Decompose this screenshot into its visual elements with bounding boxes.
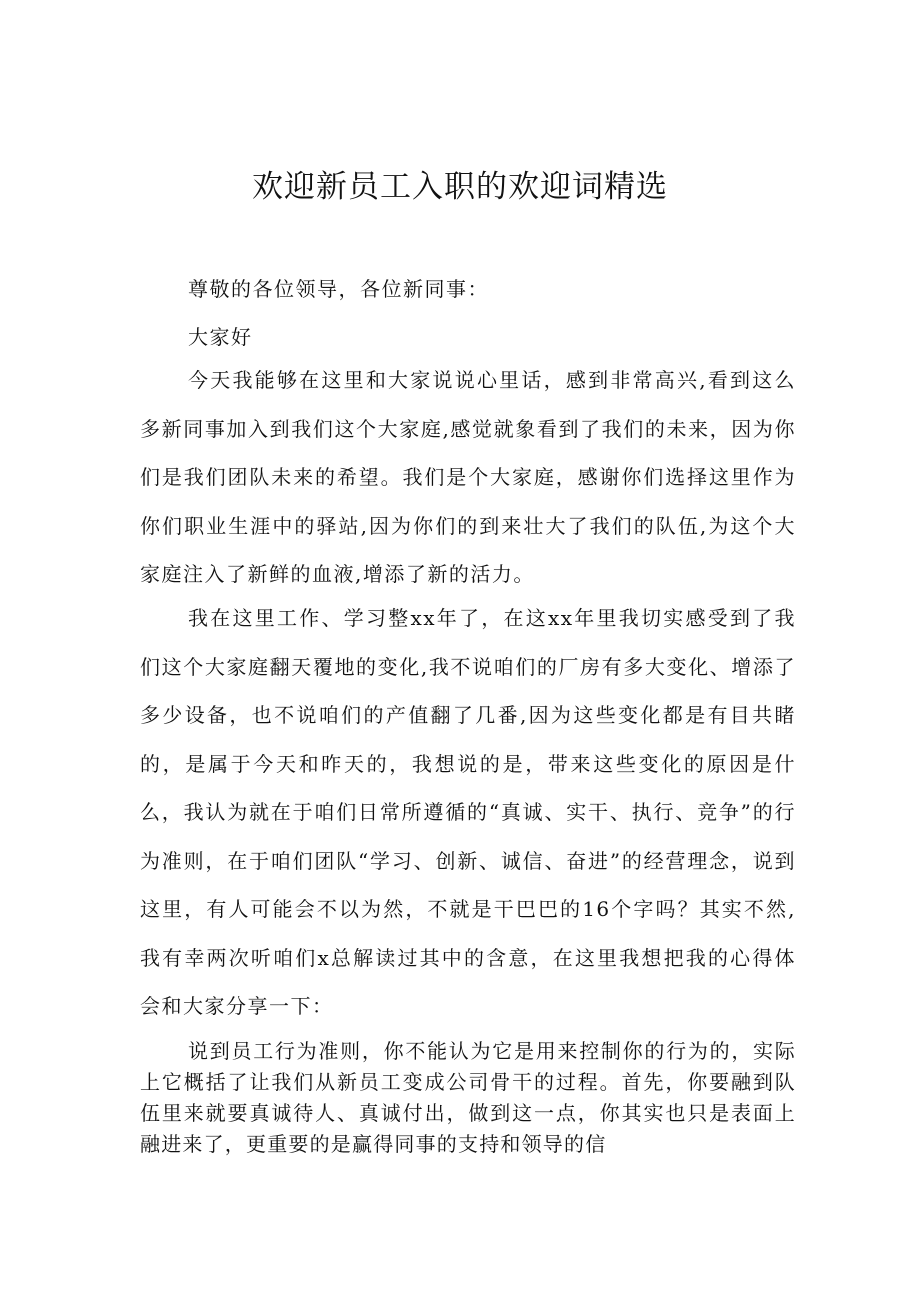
greeting: 大家好 [188, 325, 253, 349]
paragraph: 今天我能够在这里和大家说说心里话，感到非常高兴,看到这么多新同事加入到我们这个大家庭,感觉就象看到了我们的未来，因为你们是我们团队未来的希望。我们是个大家庭，感谢你们选择这里作为你们职业生涯中的驿站,因为你们的到来壮大了我们的队伍,为这个大家庭注入了新鲜的血液,增添了新的活力。 [140, 368, 796, 586]
document-title: 欢迎新员工入职的欢迎词精选 [252, 169, 668, 205]
paragraph: 我在这里工作、学习整xx年了，在这xx年里我切实感受到了我们这个大家庭翻天覆地的变化,我不说咱们的厂房有多大变化、增添了多少设备，也不说咱们的产值翻了几番,因为这些变化都是有目共睹的，是属于今天和昨天的，我想说的是，带来这些变化的原因是什么，我认为就在于咱们日常所遵循的“真诚、实干、执行、竞争”的行为准则，在于咱们团队“学习、创新、诚信、奋进”的经营理念，说到这里，有人可能会不以为然，不就是干巴巴的16个字吗？其实不然,我有幸两次听咱们x总解读过其中的含意，在这里我想把我的心得体会和大家分享一下： [140, 606, 796, 1018]
salutation: 尊敬的各位领导，各位新同事： [188, 277, 489, 301]
paragraph: 说到员工行为准则，你不能认为它是用来控制你的行为的，实际上它概括了让我们从新员工变成公司骨干的过程。首先，你要融到队伍里来就要真诚待人、真诚付出，做到这一点，你其实也只是表面上融进来了，更重要的是赢得同事的支持和领导的信 [140, 1039, 796, 1156]
